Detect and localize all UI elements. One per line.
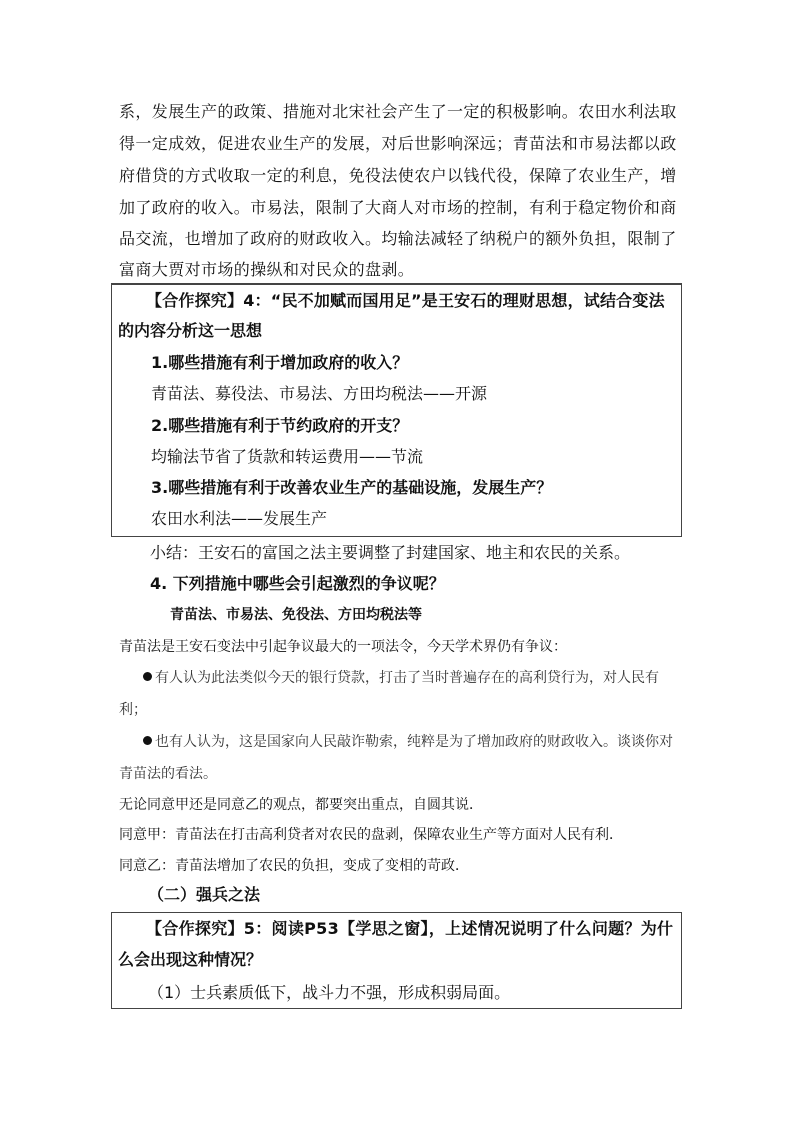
question-4: 4. 下列措施中哪些会引起激烈的争议呢？: [150, 574, 445, 593]
explore-4-answer-1: 青苗法、募役法、市易法、方田均税法——开源: [151, 384, 488, 403]
view-1-text: 有人认为此法类似今天的银行贷款，打击了当时普遍存在的高利贷行为，对人民有: [155, 670, 659, 686]
intro-line-6: 富商大贾对市场的操纵和对民众的盘剥。: [119, 260, 415, 279]
explore-4-question-1: 1.哪些措施有利于增加政府的收入？: [151, 353, 409, 372]
question-4-answer: 青苗法、市易法、免役法、方田均税法等: [170, 607, 422, 623]
explore-4-question-3: 3.哪些措施有利于改善农业生产的基础设施，发展生产？: [151, 478, 553, 497]
agree-a: 同意甲：青苗法在打击高利贷者对农民的盘剥，保障农业生产等方面对人民有利．: [119, 827, 623, 843]
intro-line-2: 得一定成效，促进农业生产的发展，对后世影响深远；青苗法和市易法都以政: [119, 134, 677, 153]
explore-5-title-line-2: 么会出现这种情况？: [118, 950, 263, 969]
explore-4-title-line-2: 的内容分析这一思想: [118, 321, 263, 340]
explore-4-answer-2: 均输法节省了货款和转运费用——节流: [151, 447, 424, 466]
agree-b: 同意乙：青苗法增加了农民的负担，变成了变相的苛政．: [119, 858, 469, 874]
intro-line-4: 加了政府的收入。市易法，限制了大商人对市场的控制，有利于稳定物价和商: [119, 198, 677, 217]
intro-line-3: 府借贷的方式收取一定的利息，免役法使农户以钱代役，保障了农业生产，增: [119, 166, 677, 185]
summary-text: 小结：王安石的富国之法主要调整了封建国家、地主和农民的关系。: [150, 543, 631, 562]
view-1-line-2: 利；: [119, 702, 147, 718]
explore-5-title-line-1: 【合作探究】5：阅读P53【学思之窗】，上述情况说明了什么问题？为什: [146, 919, 674, 938]
explore-4-answer-3: 农田水利法——发展生产: [151, 509, 328, 528]
explore-5-point-1: （1）士兵素质低下，战斗力不强，形成积弱局面。: [148, 983, 511, 1002]
intro-line-1: 系，发展生产的政策、措施对北宋社会产生了一定的积极影响。农田水利法取: [119, 102, 677, 121]
explore-4-title-line-1: 【合作探究】4：“民不加赋而国用足”是王安石的理财思想，试结合变法: [146, 291, 665, 310]
view-2-line-1: [143, 735, 673, 749]
explore-4-question-2: 2.哪些措施有利于节约政府的开支？: [151, 416, 409, 435]
section-2-heading: （二）强兵之法: [148, 885, 261, 904]
view-2-text: 也有人认为，这是国家向人民敲诈勒索，纯粹是为了增加政府的财政收入。谈谈你对: [155, 734, 673, 750]
bullet-icon: [143, 672, 152, 681]
view-1-line-1: [143, 671, 659, 685]
bullet-icon: [143, 736, 152, 745]
debate-intro: 青苗法是王安石变法中引起争议最大的一项法令，今天学术界仍有争议：: [119, 639, 567, 655]
debate-note: 无论同意甲还是同意乙的观点，都要突出重点，自圆其说．: [119, 797, 483, 813]
intro-line-5: 品交流，也增加了政府的财政收入。均输法减轻了纳税户的额外负担，限制了: [119, 229, 677, 248]
view-2-line-2: 青苗法的看法。: [119, 766, 217, 782]
